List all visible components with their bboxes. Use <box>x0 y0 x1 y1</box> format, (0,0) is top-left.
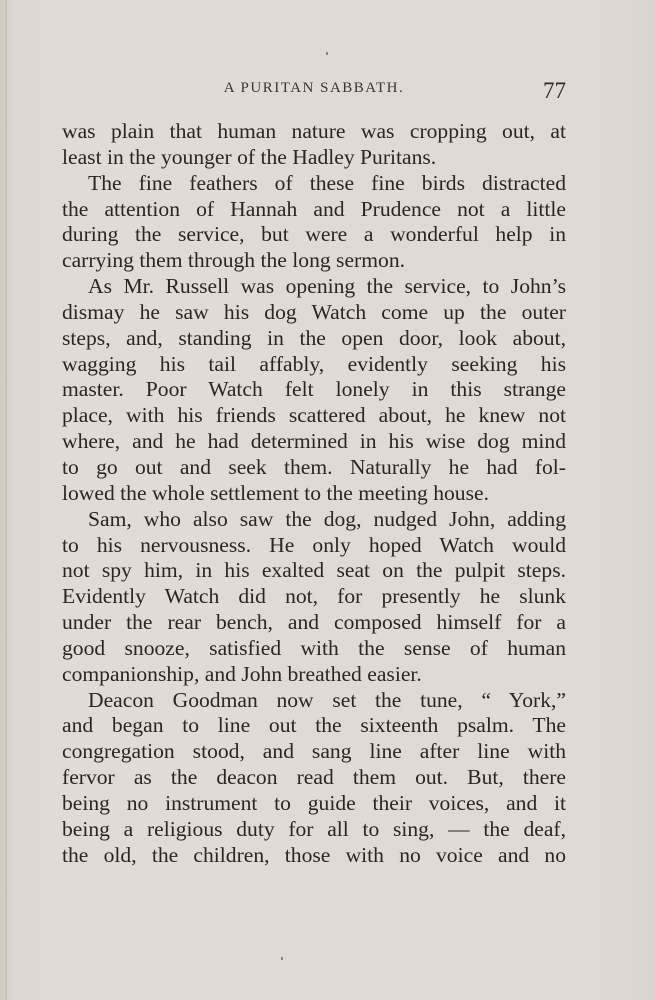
page-header <box>62 78 566 108</box>
text-line: wagging his tail affably, evidently seeking his <box>62 351 566 376</box>
text-line: least in the younger of the Hadley Puritans. <box>62 144 437 169</box>
text-line: As Mr. Russell was opening the service, to John’s <box>88 274 566 299</box>
text-line: place, with his friends scattered about, he knew not <box>62 403 566 428</box>
text-line: master. Poor Watch felt lonely in this strange <box>62 377 566 402</box>
binding-gutter <box>5 0 7 1000</box>
text-line: where, and he had determined in his wise dog mind <box>62 429 566 454</box>
text-line: good snooze, satisfied with the sense of human <box>62 635 566 660</box>
text-line: being no instrument to guide their voices, and it <box>62 790 566 815</box>
text-line: being a religious duty for all to sing, — the deaf, <box>62 816 566 841</box>
text-line: under the rear bench, and composed himself for a <box>62 610 566 635</box>
text-line: and began to line out the sixteenth psalm. The <box>62 713 566 738</box>
text-line: Evidently Watch did not, for presently he slunk <box>62 584 566 609</box>
text-line: Sam, who also saw the dog, nudged John, adding <box>88 506 566 531</box>
text-line: dismay he saw his dog Watch come up the outer <box>62 299 566 324</box>
printer-mark-top <box>326 52 328 55</box>
page-number: 77 <box>543 78 566 103</box>
text-line: was plain that human nature was cropping out, at <box>62 119 566 143</box>
text-line: steps, and, standing in the open door, look about, <box>62 325 566 350</box>
body-text <box>62 119 566 868</box>
text-line: fervor as the deacon read them out. But, there <box>62 765 566 790</box>
text-line: not spy him, in his exalted seat on the pulpit steps. <box>62 558 566 583</box>
text-line: The fine feathers of these fine birds distracted <box>88 170 566 195</box>
printer-mark-bottom <box>281 957 283 960</box>
text-line: companionship, and John breathed easier. <box>62 661 422 686</box>
text-line: to go out and seek them. Naturally he had fol- <box>62 454 566 479</box>
text-line: the old, the children, those with no voice and no <box>62 842 566 867</box>
text-line: lowed the whole settlement to the meeting house. <box>62 480 489 505</box>
running-title: A PURITAN SABBATH. <box>223 80 405 96</box>
text-line: to his nervousness. He only hoped Watch would <box>62 532 566 557</box>
text-line: the attention of Hannah and Prudence not a little <box>62 196 566 221</box>
text-line: carrying them through the long sermon. <box>62 248 406 273</box>
text-line: Deacon Goodman now set the tune, “ York,” <box>88 687 566 712</box>
text-line: during the service, but were a wonderful help in <box>62 222 566 247</box>
text-line: congregation stood, and sang line after line with <box>62 739 566 764</box>
